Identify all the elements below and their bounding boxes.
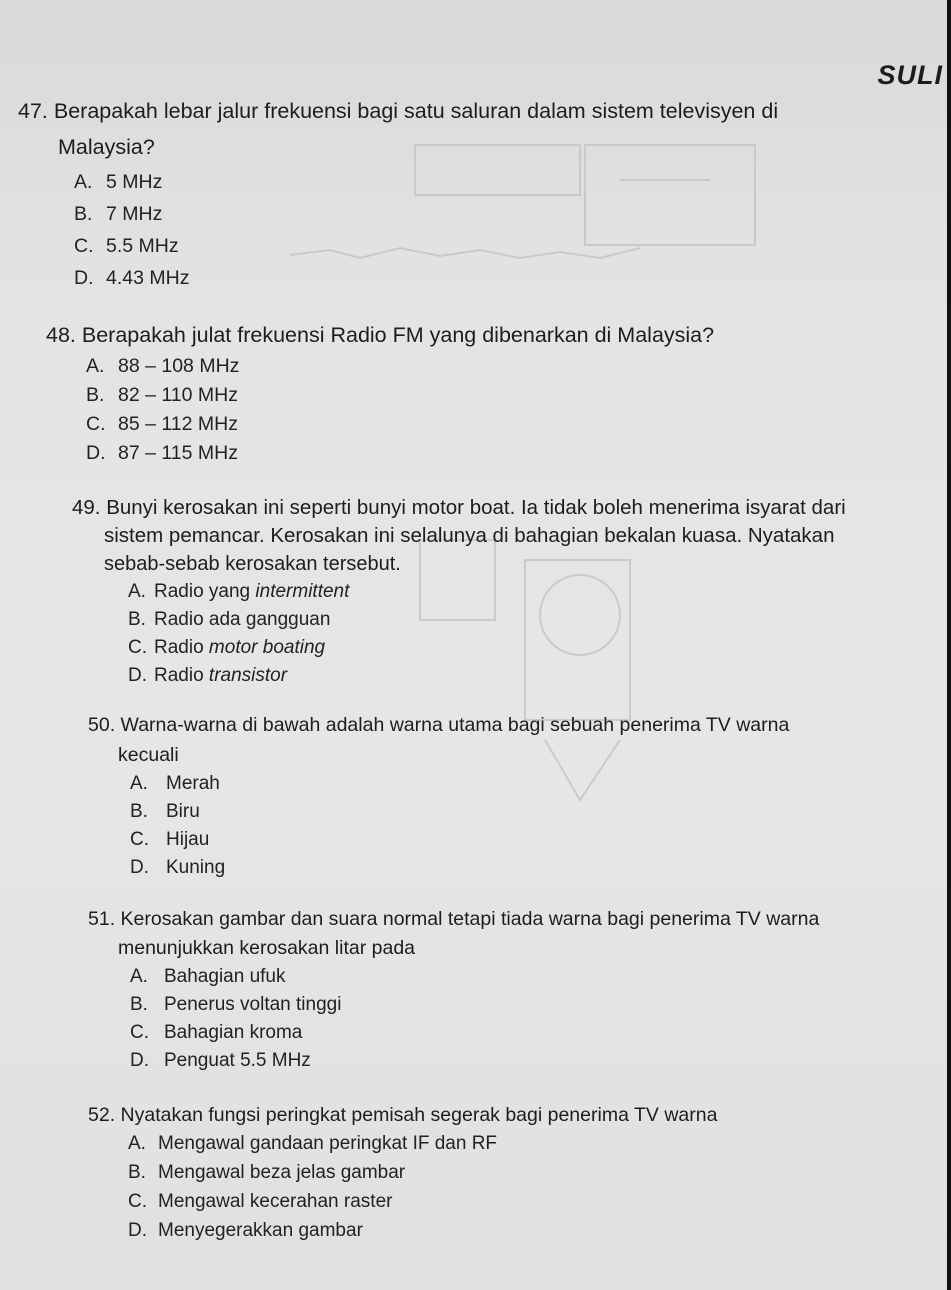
option-text-plain: Radio ada gangguan xyxy=(154,609,331,630)
option-a[interactable] xyxy=(86,352,714,381)
option-letter: B. xyxy=(128,1162,146,1183)
question-text-line: Malaysia? xyxy=(58,135,155,159)
option-text-italic: transistor xyxy=(208,665,288,686)
option-letter: A. xyxy=(86,355,105,377)
option-letter: A. xyxy=(130,966,148,987)
question-text-line: Bunyi kerosakan ini seperti bunyi motor boat. Ia tidak boleh menerima isyarat dari xyxy=(106,496,846,519)
question-text-line: kecuali xyxy=(118,744,179,766)
question-stem xyxy=(88,905,819,934)
option-text xyxy=(154,634,325,662)
option-a[interactable] xyxy=(130,770,789,798)
option-b[interactable] xyxy=(130,798,789,826)
question-stem xyxy=(88,710,789,740)
question-47 xyxy=(18,96,778,294)
option-letter: B. xyxy=(130,801,148,822)
option-d[interactable] xyxy=(128,662,846,690)
option-text: 82 – 110 MHz xyxy=(118,384,238,406)
option-b[interactable] xyxy=(128,606,846,634)
option-text-italic: intermittent xyxy=(255,581,350,602)
option-text: Penerus voltan tinggi xyxy=(164,994,342,1015)
question-52 xyxy=(88,1101,717,1245)
option-c[interactable] xyxy=(128,1187,717,1216)
page-edge-shadow xyxy=(947,0,951,1290)
option-b[interactable] xyxy=(86,381,714,410)
option-letter: C. xyxy=(74,235,94,257)
question-text-line: sistem pemancar. Kerosakan ini selalunya di bahagian bekalan kuasa. Nyatakan xyxy=(104,524,835,547)
option-d[interactable] xyxy=(130,1047,819,1075)
option-text: 7 MHz xyxy=(106,203,163,225)
question-number: 50. xyxy=(88,714,116,736)
option-letter: D. xyxy=(128,665,147,686)
option-letter: A. xyxy=(128,1133,146,1154)
option-c[interactable] xyxy=(128,634,846,662)
option-letter: A. xyxy=(74,171,93,193)
option-text: 87 – 115 MHz xyxy=(118,442,238,464)
option-a[interactable] xyxy=(128,1129,717,1158)
option-d[interactable] xyxy=(86,439,714,468)
option-a[interactable] xyxy=(130,963,819,991)
option-text: Penguat 5.5 MHz xyxy=(164,1050,311,1071)
option-text: Mengawal gandaan peringkat IF dan RF xyxy=(158,1133,498,1154)
option-c[interactable] xyxy=(86,410,714,439)
option-b[interactable] xyxy=(130,991,819,1019)
question-text-line: Berapakah julat frekuensi Radio FM yang dibenarkan di Malaysia? xyxy=(81,323,715,347)
option-text: Bahagian ufuk xyxy=(164,966,286,987)
option-text: Mengawal kecerahan raster xyxy=(158,1191,393,1212)
question-text-line: Kerosakan gambar dan suara normal tetapi tiada warna bagi penerima TV warna xyxy=(120,908,820,930)
option-letter: D. xyxy=(130,1050,149,1071)
option-d[interactable] xyxy=(128,1216,717,1245)
question-48 xyxy=(46,320,714,468)
option-letter: D. xyxy=(86,442,106,464)
question-number: 47. xyxy=(18,99,48,123)
option-text xyxy=(154,578,349,606)
option-c[interactable] xyxy=(130,1019,819,1047)
question-50 xyxy=(88,710,789,882)
option-a[interactable] xyxy=(74,166,778,198)
option-text: Hijau xyxy=(166,829,210,850)
option-text-plain: Radio xyxy=(154,665,209,686)
option-text: 88 – 108 MHz xyxy=(118,355,240,377)
option-letter: C. xyxy=(130,829,149,850)
question-stem xyxy=(18,96,778,126)
question-text-line: Berapakah lebar jalur frekuensi bagi satu saluran dalam sistem televisyen di xyxy=(53,99,779,123)
option-c[interactable] xyxy=(130,826,789,854)
option-letter: B. xyxy=(128,609,146,630)
subject-header: SULI xyxy=(877,60,943,90)
option-text: 4.43 MHz xyxy=(106,267,190,289)
option-text-plain: Radio xyxy=(154,637,209,658)
question-number: 49. xyxy=(72,496,101,519)
question-51 xyxy=(88,905,819,1075)
option-letter: C. xyxy=(128,1191,147,1212)
question-stem xyxy=(46,320,714,350)
option-text: 5.5 MHz xyxy=(106,235,179,257)
option-text-italic: motor boating xyxy=(208,637,326,658)
question-number: 52. xyxy=(88,1104,116,1126)
option-text xyxy=(154,662,287,690)
option-text-plain: Radio yang xyxy=(154,581,256,602)
option-letter: D. xyxy=(128,1220,147,1241)
option-letter: A. xyxy=(130,773,148,794)
question-stem xyxy=(72,494,846,522)
option-letter: C. xyxy=(130,1022,149,1043)
option-b[interactable] xyxy=(128,1158,717,1187)
option-letter: C. xyxy=(86,413,106,435)
option-d[interactable] xyxy=(130,854,789,882)
option-text: Bahagian kroma xyxy=(164,1022,303,1043)
question-text-line: Warna-warna di bawah adalah warna utama bagi sebuah penerima TV warna xyxy=(120,714,790,736)
question-text-line: menunjukkan kerosakan litar pada xyxy=(118,937,416,959)
question-stem xyxy=(88,1101,717,1129)
option-c[interactable] xyxy=(74,230,778,262)
option-letter: B. xyxy=(74,203,93,225)
option-text: Biru xyxy=(166,801,200,822)
option-text: Kuning xyxy=(166,857,226,878)
question-number: 51. xyxy=(88,908,116,930)
option-letter: B. xyxy=(130,994,148,1015)
option-letter: A. xyxy=(128,581,146,602)
option-text: Menyegerakkan gambar xyxy=(158,1220,363,1241)
option-text: 85 – 112 MHz xyxy=(118,413,238,435)
option-a[interactable] xyxy=(128,578,846,606)
question-49 xyxy=(72,494,846,690)
option-d[interactable] xyxy=(74,262,778,294)
option-text: Mengawal beza jelas gambar xyxy=(158,1162,406,1183)
option-text xyxy=(154,606,330,634)
option-letter: D. xyxy=(74,267,94,289)
question-text-line: sebab-sebab kerosakan tersebut. xyxy=(104,553,401,575)
option-b[interactable] xyxy=(74,198,778,230)
option-letter: D. xyxy=(130,857,149,878)
question-number: 48. xyxy=(46,323,76,347)
option-letter: C. xyxy=(128,637,147,658)
option-text: Merah xyxy=(166,773,220,794)
question-text-line: Nyatakan fungsi peringkat pemisah segerak bagi penerima TV warna xyxy=(120,1104,718,1126)
option-text: 5 MHz xyxy=(106,171,163,193)
option-letter: B. xyxy=(86,384,105,406)
